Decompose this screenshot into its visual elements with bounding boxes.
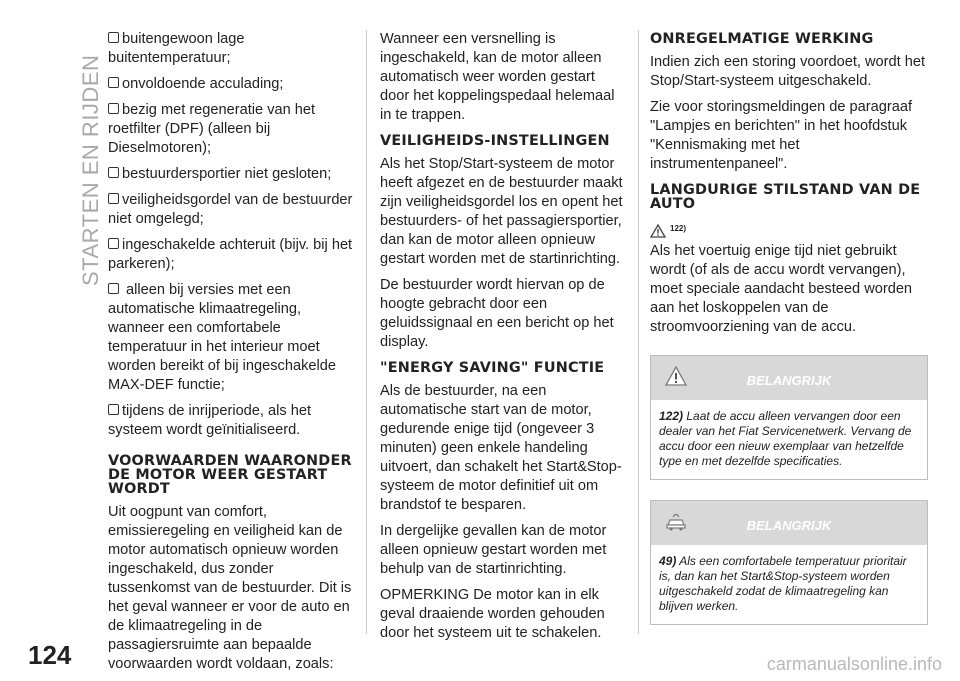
list-item xyxy=(108,165,354,184)
column-2 xyxy=(380,30,628,650)
checkbox-bullet-icon xyxy=(108,167,119,178)
watermark: carmanualsonline.info xyxy=(766,654,942,674)
list-item xyxy=(108,402,354,440)
section-heading: VEILIGHEIDS-INSTELLINGEN xyxy=(380,133,610,149)
side-chapter-title xyxy=(58,28,103,288)
warning-reference-number: 122) xyxy=(670,224,687,233)
environment-callout xyxy=(650,500,928,625)
section-heading: VOORWAARDEN WAARONDER DE MOTOR WEER GESTART WORDT xyxy=(108,453,352,497)
list-item-text: buitengewoon lage buitentemperatuur; xyxy=(108,31,245,66)
list-item-text: tijdens de inrijperiode, als het systeem wordt geïnitialiseerd. xyxy=(108,403,312,438)
warning-callout-number: 122) xyxy=(659,409,684,423)
warning-callout-body xyxy=(651,400,927,479)
list-item xyxy=(108,30,354,68)
checkbox-bullet-icon xyxy=(108,103,119,114)
body-paragraph: Wanneer een versnelling is ingeschakeld, kan de motor alleen automatisch weer worden gestart door het koppelingspedaal helemaal in te trappen. xyxy=(380,31,615,123)
checkbox-bullet-icon xyxy=(108,404,119,415)
body-paragraph: Uit oogpunt van comfort, emissieregeling en veiligheid kan de motor automatisch opnieuw worden ingeschakeld, dus zonder tussenkomst van de bestuurder. Dit is het geval wanneer er voor de auto en de klimaatregeling in de passagiersruimte aan bepaalde voorwaarden wordt voldaan, zoals: xyxy=(108,504,352,672)
warning-reference xyxy=(650,218,928,238)
environment-callout-number: 49) xyxy=(659,554,677,568)
column-3 xyxy=(650,30,928,625)
side-chapter-title-text: STARTEN EN RIJDEN xyxy=(78,54,103,286)
body-paragraph: In dergelijke gevallen kan de motor alleen opnieuw gestart worden met behulp van de startinrichting. xyxy=(380,523,607,577)
warning-callout xyxy=(650,355,928,480)
body-paragraph: Als het voertuig enige tijd niet gebruikt wordt (of als de accu wordt vervangen), moet speciale aandacht besteed worden aan het loskoppelen van de stroomvoorziening van de accu. xyxy=(650,243,913,335)
list-item xyxy=(108,75,354,94)
column-divider xyxy=(638,30,639,634)
warning-callout-text: Laat de accu alleen vervangen door een dealer van het Fiat Servicenetwerk. Vervang de accu door een nieuw exemplaar van hetzelfde type en met dezelfde specificaties. xyxy=(659,409,912,468)
body-paragraph: Indien zich een storing voordoet, wordt het Stop/Start-systeem uitgeschakeld. xyxy=(650,54,926,89)
section-heading: "ENERGY SAVING" FUNCTIE xyxy=(380,360,605,376)
body-paragraph: Zie voor storingsmeldingen de paragraaf "Lampjes en berichten" in het hoofdstuk "Kennismaking met het instrumentenpaneel". xyxy=(650,99,913,172)
checkbox-bullet-icon xyxy=(108,283,119,294)
list-item xyxy=(108,101,354,158)
environment-callout-title: BELANGRIJK xyxy=(746,518,832,533)
list-item-text: alleen bij versies met een automatische klimaatregeling, wanneer een comfortabele temperatuur in het interieur moet worden bereikt of bij ingeschakelde MAX-DEF functie; xyxy=(108,282,336,393)
section-heading: LANGDURIGE STILSTAND VAN DE AUTO xyxy=(650,182,921,212)
checkbox-bullet-icon xyxy=(108,77,119,88)
body-paragraph: Als het Stop/Start-systeem de motor heeft afgezet en de bestuurder maakt zijn veiligheidsgordel los en opent het bestuurders- of het passagiersportier, dan kan de motor alleen opnieuw gestart worden met de startinrichting. xyxy=(380,156,623,267)
checkbox-bullet-icon xyxy=(108,193,119,204)
list-item-text: veiligheidsgordel van de bestuurder niet omgelegd; xyxy=(108,192,353,227)
environment-callout-header xyxy=(651,501,927,545)
environment-callout-body xyxy=(651,545,927,624)
list-item xyxy=(108,236,354,274)
body-paragraph: OPMERKING De motor kan in elk geval draaiende worden gehouden door het systeem uit te schakelen. xyxy=(380,587,605,641)
list-item-text: bezig met regeneratie van het roetfilter (DPF) (alleen bij Dieselmotoren); xyxy=(108,102,316,156)
body-paragraph: De bestuurder wordt hiervan op de hoogte gebracht door een geluidssignaal en een bericht op het display. xyxy=(380,277,614,350)
section-heading: ONREGELMATIGE WERKING xyxy=(650,31,874,47)
page-number: 124 xyxy=(28,640,72,670)
column-1 xyxy=(108,30,354,681)
environment-callout-text: Als een comfortabele temperatuur prioritair is, dan kan het Start&Stop-systeem worden uitgeschakeld zodat de klimaatregeling kan blijven werken. xyxy=(659,554,907,613)
list-item-text: ingeschakelde achteruit (bijv. bij het parkeren); xyxy=(108,237,353,272)
body-paragraph: Als de bestuurder, na een automatische start van de motor, gedurende enige tijd (ongeveer 3 minuten) geen enkele handeling uitvoert, dan schakelt het Start&Stop-systeem de motor definitief uit om brandstof te besparen. xyxy=(380,383,622,513)
warning-triangle-icon xyxy=(650,224,666,238)
list-item xyxy=(108,191,354,229)
list-item-text: bestuurdersportier niet gesloten; xyxy=(122,166,332,182)
checkbox-bullet-icon xyxy=(108,32,119,43)
warning-callout-title: BELANGRIJK xyxy=(746,373,832,388)
list-item xyxy=(108,281,354,395)
list-item-text: onvoldoende acculading; xyxy=(122,76,284,92)
column-divider xyxy=(366,30,367,634)
warning-callout-header xyxy=(651,356,927,400)
checkbox-bullet-icon xyxy=(108,238,119,249)
